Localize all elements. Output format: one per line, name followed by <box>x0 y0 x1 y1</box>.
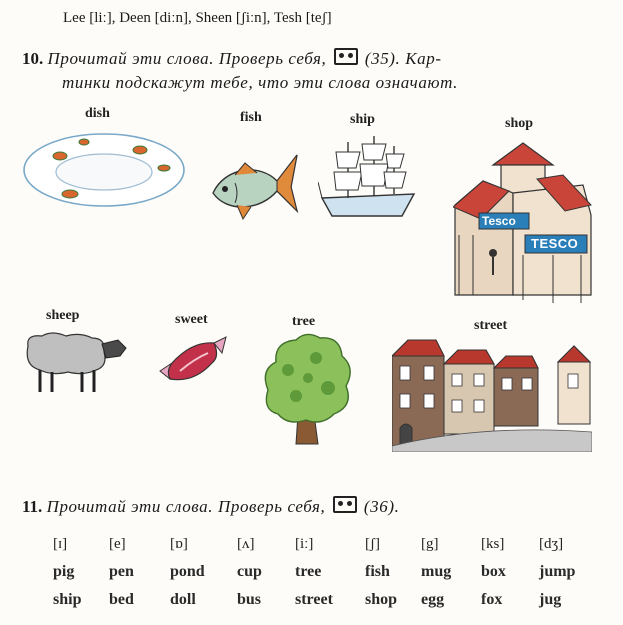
word: ship <box>53 591 82 608</box>
word: box <box>481 563 506 580</box>
word: bus <box>237 591 262 608</box>
word: bed <box>109 591 134 608</box>
cassette-icon <box>333 496 357 513</box>
fish-illustration <box>205 145 300 225</box>
label-sheep: sheep <box>46 308 80 323</box>
exercise-10-number: 10. <box>22 49 44 68</box>
word: fish <box>365 563 390 580</box>
exercise-11-number: 11. <box>22 497 43 516</box>
names-pronunciation-line: Lee [liː], Deen [diːn], Sheen [ʃiːn], Tesh [teʃ] <box>63 10 332 26</box>
sound-symbol: [g] <box>421 535 439 552</box>
label-shop: shop <box>505 116 534 131</box>
exercise-10-text-line2: тинки подскажут тебе, что эти слова означают. <box>62 73 459 92</box>
word: street <box>295 591 333 608</box>
words-row-1 <box>53 558 591 586</box>
sound-symbol: [ʌ] <box>237 535 255 552</box>
exercise-11-heading <box>22 496 399 518</box>
exercise-11-text: Прочитай эти слова. Проверь себя, <box>46 497 326 516</box>
sweet-illustration <box>158 335 228 387</box>
exercise-10-heading <box>22 48 442 70</box>
words-row-2 <box>53 586 591 614</box>
shop-sign-large: TESCO <box>531 236 579 251</box>
word: egg <box>421 591 445 608</box>
cassette-icon <box>334 48 358 65</box>
word: mug <box>421 563 452 580</box>
sound-symbol: [dʒ] <box>539 535 564 552</box>
label-street: street <box>474 318 508 333</box>
street-illustration <box>392 334 592 452</box>
tree-illustration <box>258 330 356 448</box>
sheep-illustration <box>22 330 128 396</box>
ship-illustration <box>318 132 418 220</box>
label-tree: tree <box>292 314 316 329</box>
word: shop <box>365 591 398 608</box>
word: jump <box>539 563 576 580</box>
sound-symbol: [ks] <box>481 535 505 552</box>
word: tree <box>295 563 322 580</box>
label-sweet: sweet <box>175 312 208 327</box>
label-ship: ship <box>350 112 375 127</box>
dish-illustration <box>22 128 187 210</box>
shop-illustration <box>453 135 593 305</box>
word: fox <box>481 591 503 608</box>
word: pig <box>53 563 75 580</box>
exercise-10-track: (35). Кар- <box>364 49 442 68</box>
sound-symbol: [ɪ] <box>53 535 68 552</box>
exercise-11-track: (36). <box>363 497 400 516</box>
sound-symbol: [iː] <box>295 535 314 552</box>
label-fish: fish <box>240 110 262 125</box>
word: cup <box>237 563 262 580</box>
sounds-table <box>53 530 591 614</box>
word: doll <box>170 591 196 608</box>
label-dish: dish <box>85 106 110 121</box>
exercise-10-heading-line2 <box>62 72 458 94</box>
sound-symbol: [ɒ] <box>170 535 188 552</box>
word: pen <box>109 563 134 580</box>
sound-symbol: [e] <box>109 535 126 552</box>
sound-symbols-row <box>53 530 591 558</box>
word: jug <box>539 591 562 608</box>
word: pond <box>170 563 205 580</box>
exercise-10-text-line1: Прочитай эти слова. Проверь себя, <box>47 49 327 68</box>
shop-sign-small: Tesco <box>482 214 516 228</box>
sound-symbol: [ʃ] <box>365 535 380 552</box>
